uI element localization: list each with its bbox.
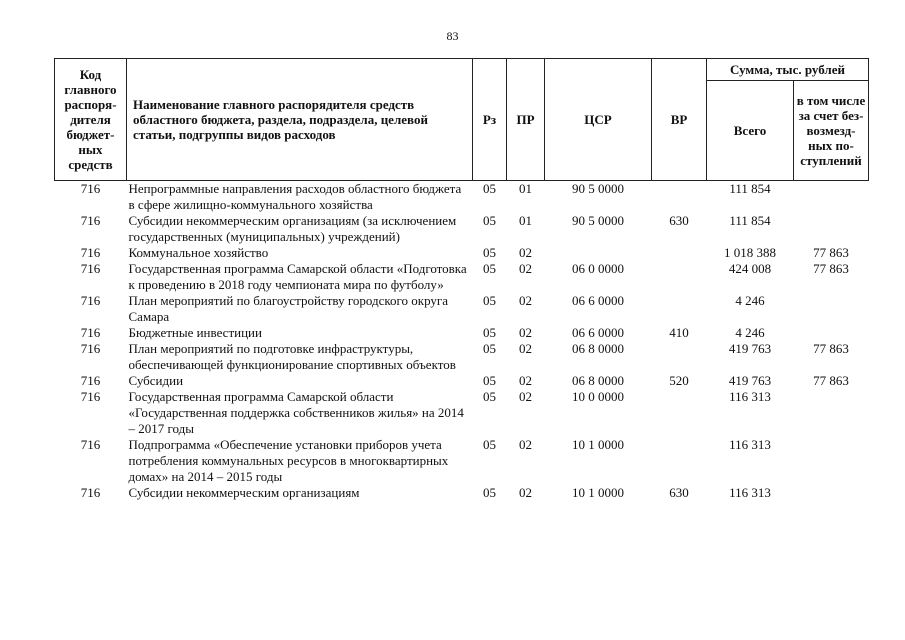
table-body <box>55 181 869 502</box>
row-csr: 90 5 0000 <box>572 213 624 228</box>
row-total: 116 313 <box>729 485 771 500</box>
row-csr: 10 0 0000 <box>572 389 624 404</box>
row-name: Государственная программа Самарской области «Подготовка к проведению в 2018 году чемпионата мира по футболу» <box>128 261 467 292</box>
table-row <box>55 261 869 293</box>
row-pr: 02 <box>519 389 532 404</box>
row-code: 716 <box>80 325 101 340</box>
row-vr <box>652 293 707 325</box>
row-vr: 520 <box>669 373 689 388</box>
row-grants <box>794 325 869 341</box>
row-vr <box>652 261 707 293</box>
row-total: 116 313 <box>729 437 771 452</box>
row-pr: 01 <box>519 213 532 228</box>
row-pr: 02 <box>519 245 532 260</box>
row-code: 716 <box>80 261 101 276</box>
row-name: Подпрограмма «Обеспечение установки приборов учета потребления коммунальных ресурсов в многоквартирных домах» на 2014 – 2015 годы <box>128 437 449 484</box>
row-name: Непрограммные направления расходов областного бюджета в сфере жилищно-коммунального хозяйства <box>128 181 462 212</box>
row-total: 419 763 <box>728 373 772 388</box>
row-rz: 05 <box>483 213 496 228</box>
row-grants <box>794 293 869 325</box>
row-code: 716 <box>80 293 101 308</box>
row-grants <box>794 181 869 214</box>
budget-table <box>54 58 869 501</box>
row-pr: 02 <box>519 261 532 276</box>
table-row <box>55 485 869 501</box>
row-csr: 90 5 0000 <box>572 181 624 196</box>
table-row <box>55 245 869 261</box>
row-vr <box>652 341 707 373</box>
row-rz: 05 <box>483 389 496 404</box>
row-pr: 02 <box>519 373 532 388</box>
row-vr <box>652 437 707 485</box>
row-vr: 630 <box>669 213 689 228</box>
row-vr <box>652 245 707 261</box>
row-rz: 05 <box>483 293 496 308</box>
row-vr <box>652 181 707 214</box>
row-total: 116 313 <box>729 389 771 404</box>
row-total: 111 854 <box>729 213 771 228</box>
row-code: 716 <box>80 213 101 228</box>
row-code: 716 <box>80 485 101 500</box>
page-number: 83 <box>446 29 459 43</box>
row-name: Субсидии некоммерческим организациям <box>128 485 360 500</box>
table-row <box>55 341 869 373</box>
row-total: 4 246 <box>735 325 765 340</box>
row-csr: 06 8 0000 <box>572 341 624 356</box>
row-rz: 05 <box>483 245 496 260</box>
row-name: План мероприятий по благоустройству городского округа Самара <box>128 293 448 324</box>
row-grants: 77 863 <box>813 245 849 260</box>
table-row <box>55 437 869 485</box>
header-rz: Рз <box>473 59 507 181</box>
row-pr: 02 <box>519 485 532 500</box>
row-code: 716 <box>80 181 101 196</box>
row-grants: 77 863 <box>813 373 849 388</box>
row-rz: 05 <box>483 341 496 356</box>
row-vr: 630 <box>669 485 689 500</box>
row-csr: 06 8 0000 <box>572 373 624 388</box>
header-name: Наименование главного распорядителя средств областного бюджета, раздела, подраздела, целевой статьи, подгруппы видов расходов <box>127 59 473 181</box>
row-pr: 02 <box>519 341 532 356</box>
table-row <box>55 181 869 214</box>
row-pr: 02 <box>519 325 532 340</box>
row-total: 1 018 388 <box>724 245 776 260</box>
row-csr <box>545 245 652 261</box>
row-grants <box>794 389 869 437</box>
row-pr: 02 <box>519 293 532 308</box>
row-rz: 05 <box>483 437 496 452</box>
header-pr: ПР <box>507 59 545 181</box>
row-grants <box>794 213 869 245</box>
row-total: 111 854 <box>729 181 771 196</box>
row-code: 716 <box>80 437 101 452</box>
row-grants <box>794 485 869 501</box>
row-total: 4 246 <box>735 293 765 308</box>
row-name: План мероприятий по подготовке инфраструктуры, обеспечивающей функционирование спортивных объектов <box>128 341 456 372</box>
table-row <box>55 389 869 437</box>
table-header <box>55 59 869 181</box>
header-sum: Сумма, тыс. рублей <box>707 59 869 81</box>
table-row <box>55 293 869 325</box>
row-csr: 06 0 0000 <box>572 261 624 276</box>
row-vr <box>652 389 707 437</box>
row-rz: 05 <box>483 373 496 388</box>
table-row <box>55 325 869 341</box>
row-code: 716 <box>80 245 101 260</box>
row-total: 424 008 <box>728 261 772 276</box>
row-csr: 06 6 0000 <box>572 325 624 340</box>
row-vr: 410 <box>669 325 689 340</box>
row-csr: 06 6 0000 <box>572 293 624 308</box>
row-pr: 01 <box>519 181 532 196</box>
row-total: 419 763 <box>728 341 772 356</box>
row-rz: 05 <box>483 325 496 340</box>
row-pr: 02 <box>519 437 532 452</box>
header-code: Код главного распоря-дителя бюджет-ных средств <box>55 59 127 181</box>
row-name: Государственная программа Самарской области «Государственная поддержка собственников жилья» на 2014 – 2017 годы <box>128 389 464 436</box>
row-csr: 10 1 0000 <box>572 485 624 500</box>
table-row <box>55 373 869 389</box>
row-rz: 05 <box>483 181 496 196</box>
row-rz: 05 <box>483 261 496 276</box>
row-code: 716 <box>80 373 101 388</box>
header-grants: в том числе за счет без-возмезд-ных по-ступлений <box>794 81 869 181</box>
row-grants: 77 863 <box>813 341 849 356</box>
row-rz: 05 <box>483 485 496 500</box>
row-code: 716 <box>80 389 101 404</box>
header-vr: ВР <box>652 59 707 181</box>
row-grants <box>794 437 869 485</box>
row-grants: 77 863 <box>813 261 849 276</box>
row-name: Бюджетные инвестиции <box>128 325 262 340</box>
row-code: 716 <box>80 341 101 356</box>
header-csr: ЦСР <box>545 59 652 181</box>
row-name: Коммунальное хозяйство <box>128 245 269 260</box>
row-name: Субсидии <box>128 373 184 388</box>
header-total: Всего <box>707 81 794 181</box>
row-name: Субсидии некоммерческим организациям (за исключением государственных (муниципальных) учреждений) <box>128 213 457 244</box>
row-csr: 10 1 0000 <box>572 437 624 452</box>
table-row <box>55 213 869 245</box>
